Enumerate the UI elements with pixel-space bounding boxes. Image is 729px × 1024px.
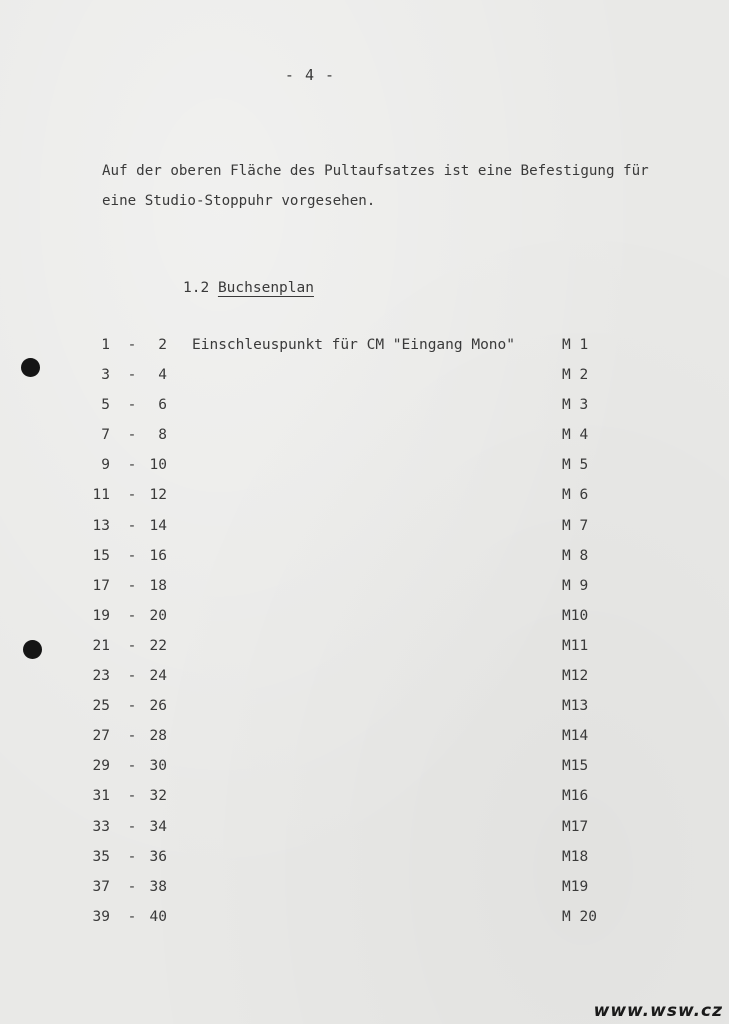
socket-to: 32 bbox=[149, 788, 167, 805]
table-row bbox=[0, 457, 729, 487]
socket-to: 20 bbox=[149, 607, 167, 624]
punch-hole bbox=[21, 358, 40, 377]
table-row bbox=[0, 427, 729, 457]
socket-from: 25 bbox=[92, 698, 110, 715]
table-row bbox=[0, 909, 729, 939]
table-row bbox=[0, 608, 729, 638]
socket-from: 13 bbox=[92, 517, 110, 534]
channel-label: M17 bbox=[562, 818, 589, 835]
socket-to: 40 bbox=[149, 908, 167, 925]
channel-label: M 9 bbox=[562, 577, 589, 594]
range-dash: - bbox=[127, 337, 137, 353]
channel-label: M 2 bbox=[562, 367, 589, 384]
socket-to: 2 bbox=[158, 337, 167, 353]
watermark: www.wsw.cz bbox=[593, 1001, 723, 1021]
socket-from: 37 bbox=[92, 878, 110, 895]
table-row bbox=[0, 849, 729, 879]
intro-paragraph bbox=[102, 156, 702, 216]
channel-label: M 20 bbox=[562, 908, 597, 925]
socket-to: 18 bbox=[149, 577, 167, 594]
table-row bbox=[0, 578, 729, 608]
socket-from: 39 bbox=[92, 908, 110, 925]
socket-from: 21 bbox=[92, 637, 110, 654]
table-row bbox=[0, 638, 729, 668]
channel-label: M 1 bbox=[562, 337, 589, 353]
socket-to: 8 bbox=[158, 427, 167, 444]
socket-from: 1 bbox=[101, 337, 110, 353]
channel-label: M 5 bbox=[562, 457, 589, 474]
channel-label: M 7 bbox=[562, 517, 589, 534]
table-row bbox=[0, 758, 729, 788]
table-row bbox=[0, 788, 729, 818]
table-row bbox=[0, 518, 729, 548]
table-row bbox=[0, 397, 729, 427]
socket-from: 3 bbox=[101, 367, 110, 384]
range-dash: - bbox=[127, 547, 137, 564]
channel-label: M19 bbox=[562, 878, 589, 895]
range-dash: - bbox=[127, 457, 137, 474]
socket-to: 14 bbox=[149, 517, 167, 534]
socket-from: 29 bbox=[92, 758, 110, 775]
range-dash: - bbox=[127, 728, 137, 745]
range-dash: - bbox=[127, 427, 137, 444]
socket-from: 33 bbox=[92, 818, 110, 835]
section-title: Buchsenplan bbox=[217, 280, 314, 296]
channel-label: M12 bbox=[562, 668, 589, 685]
channel-label: M 6 bbox=[562, 487, 589, 504]
range-dash: - bbox=[127, 848, 137, 865]
channel-label: M18 bbox=[562, 848, 589, 865]
table-row bbox=[0, 337, 729, 367]
channel-label: M13 bbox=[562, 698, 589, 715]
socket-from: 15 bbox=[92, 547, 110, 564]
section-heading bbox=[183, 280, 314, 296]
socket-to: 34 bbox=[149, 818, 167, 835]
table-row bbox=[0, 367, 729, 397]
socket-to: 6 bbox=[158, 397, 167, 414]
socket-from: 9 bbox=[101, 457, 110, 474]
channel-label: M16 bbox=[562, 788, 589, 805]
socket-from: 35 bbox=[92, 848, 110, 865]
socket-to: 36 bbox=[149, 848, 167, 865]
range-dash: - bbox=[127, 758, 137, 775]
range-dash: - bbox=[127, 818, 137, 835]
range-dash: - bbox=[127, 607, 137, 624]
table-row bbox=[0, 548, 729, 578]
section-number: 1.2 bbox=[183, 280, 210, 296]
socket-to: 30 bbox=[149, 758, 167, 775]
socket-to: 24 bbox=[149, 668, 167, 685]
intro-line-2: eine Studio-Stoppuhr vorgesehen. bbox=[102, 193, 376, 209]
range-dash: - bbox=[127, 517, 137, 534]
channel-label: M 4 bbox=[562, 427, 589, 444]
range-dash: - bbox=[127, 637, 137, 654]
channel-label: M10 bbox=[562, 607, 589, 624]
channel-label: M11 bbox=[562, 637, 589, 654]
table-row bbox=[0, 698, 729, 728]
socket-to: 28 bbox=[149, 728, 167, 745]
range-dash: - bbox=[127, 698, 137, 715]
range-dash: - bbox=[127, 908, 137, 925]
range-dash: - bbox=[127, 487, 137, 504]
range-dash: - bbox=[127, 367, 137, 384]
page-number: - 4 - bbox=[284, 66, 336, 84]
socket-to: 12 bbox=[149, 487, 167, 504]
channel-label: M 3 bbox=[562, 397, 589, 414]
range-dash: - bbox=[127, 577, 137, 594]
socket-to: 16 bbox=[149, 547, 167, 564]
range-dash: - bbox=[127, 788, 137, 805]
punch-hole bbox=[23, 640, 42, 659]
table-row bbox=[0, 668, 729, 698]
socket-from: 5 bbox=[101, 397, 110, 414]
socket-to: 4 bbox=[158, 367, 167, 384]
socket-from: 27 bbox=[92, 728, 110, 745]
channel-label: M15 bbox=[562, 758, 589, 775]
range-dash: - bbox=[127, 668, 137, 685]
table-row bbox=[0, 487, 729, 517]
socket-from: 31 bbox=[92, 788, 110, 805]
socket-to: 10 bbox=[149, 457, 167, 474]
table-row bbox=[0, 819, 729, 849]
socket-from: 7 bbox=[101, 427, 110, 444]
socket-from: 23 bbox=[92, 668, 110, 685]
table-row bbox=[0, 879, 729, 909]
range-dash: - bbox=[127, 397, 137, 414]
socket-to: 22 bbox=[149, 637, 167, 654]
intro-line-1: Auf der oberen Fläche des Pultaufsatzes ist eine Befestigung für bbox=[102, 163, 649, 179]
socket-description: Einschleuspunkt für CM "Eingang Mono" bbox=[192, 337, 516, 353]
range-dash: - bbox=[127, 878, 137, 895]
socket-from: 17 bbox=[92, 577, 110, 594]
socket-to: 38 bbox=[149, 878, 167, 895]
table-row bbox=[0, 728, 729, 758]
socket-to: 26 bbox=[149, 698, 167, 715]
channel-label: M14 bbox=[562, 728, 589, 745]
socket-from: 11 bbox=[92, 487, 110, 504]
channel-label: M 8 bbox=[562, 547, 589, 564]
socket-from: 19 bbox=[92, 607, 110, 624]
socket-plan-table bbox=[0, 337, 729, 939]
